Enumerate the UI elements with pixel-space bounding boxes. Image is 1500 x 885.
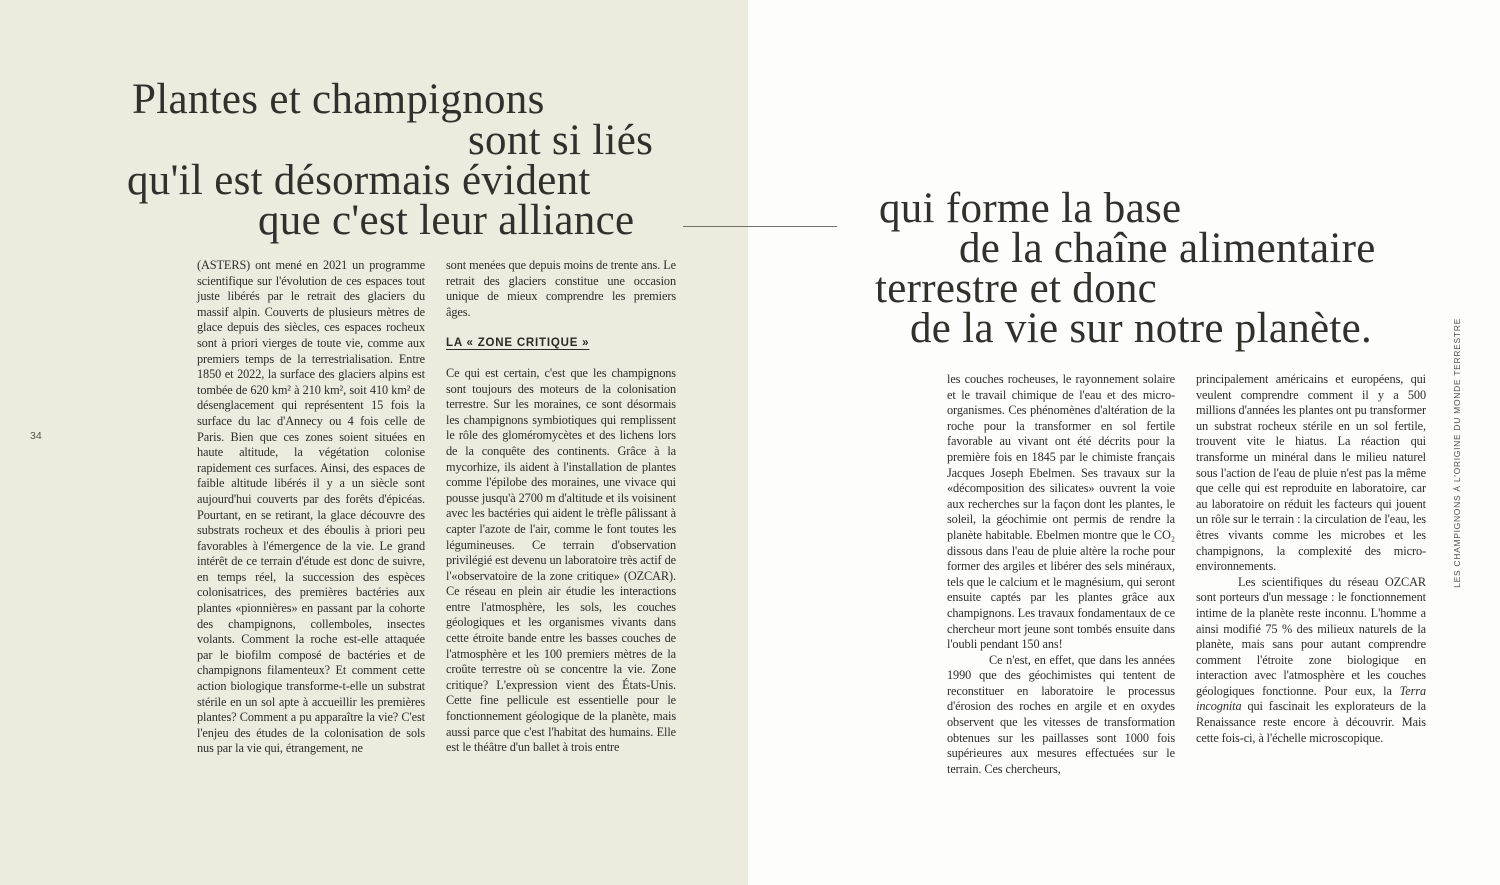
- headline-right-line-1: qui forme la base: [879, 185, 1182, 232]
- section-heading-zone-critique: LA « ZONE CRITIQUE »: [446, 337, 590, 350]
- headline-left-line-3: qu'il est désormais évident: [127, 157, 591, 204]
- headline-left-line-1: Plantes et champignons: [132, 76, 545, 123]
- body-column-right-1: [947, 372, 1175, 777]
- headline-right-line-2: de la chaîne alimentaire: [959, 225, 1376, 272]
- headline-right-line-3: terrestre et donc: [875, 265, 1158, 312]
- body-paragraph: Ce qui est certain, c'est que les champignons sont toujours des moteurs de la colonisation terrestre. Sur les moraines, ce sont désormais les champignons symbiotiques qui remplissent le rôle des gloméromycètes et des lichens lors de la conquête des continents. Grâce à la mycorhize, ils aident à l'installation de plantes comme l'épilobe des moraines, une vivace qui pousse jusqu'à 2700 m d'altitude et ils voisinent avec les bactéries qui aident le trèfle pâlissant à capter l'azote de l'air, comme le font toutes les légumineuses. Ce terrain d'observation privilégié est devenu un laboratoire très actif de l'«observatoire de la zone critique» (OZCAR). Ce réseau en plein air étudie les interactions entre l'atmosphère, les sols, les couches géologiques et les organismes vivants dans cette étroite bande entre les basses couches de l'atmosphère et les 100 premiers mètres de la croûte terrestre où se concentre la vie. Zone critique? L'expression vient des États-Unis. Cette fine pellicule est essentielle pour le fonctionnement géologique de la planète, mais aussi parce que c'est l'habitat des humains. Elle est le théâtre d'un ballet à trois entre: [446, 365, 676, 755]
- page-number: 34: [30, 430, 42, 442]
- latin-term: Terra incognita: [1196, 683, 1426, 714]
- body-paragraph: [1196, 575, 1426, 747]
- body-paragraph: les couches rocheuses, le rayonnement solaire et le travail chimique de l'eau et des micro-organismes. Ces phénomènes d'altération de la roche pour la transformer en sol fertile favorable au vivant ont été décrits pour la première fois en 1845 par le chimiste français Jacques Joseph Ebelmen. Ses travaux sur la «décomposition des silicates» ouvrent la voie aux recherches sur la façon dont les plantes, le soleil, la géochimie ont permis de rendre la planète habitable. Ebelmen montre que le CO₂ dissous dans l'eau de pluie altère la roche pour former des argiles et libérer des sels minéraux, tels que le calcium et le magnésium, qui seront ensuite captés par les plantes grâce aux champignons. Les travaux fondamentaux de ce chercheur mort jeune sont tombés ensuite dans l'oubli pendant 150 ans!: [947, 372, 1175, 652]
- headline-connector-rule: [683, 226, 837, 227]
- headline-left-line-2: sont si liés: [468, 117, 654, 164]
- headline-right-line-4: de la vie sur notre planète.: [910, 305, 1373, 352]
- body-column-right-2: [1196, 372, 1426, 746]
- body-paragraph: principalement américains et européens, qui veulent comprendre comment il y a 500 millions d'années les plantes ont pu transformer un substrat rocheux stérile en un sol fertile, trouvent vite le hiatus. La réaction qui transforme un minéral dans le milieu naturel sous l'action de l'eau de pluie n'est pas la même que celle qui est reproduite en laboratoire, car au laboratoire on réduit les facteurs qui jouent un rôle sur le terrain : la circulation de l'eau, les êtres vivants comme les microbes et les champignons, la complexité des micro-environnements.: [1196, 372, 1426, 574]
- paragraph-segment: Les scientifiques du réseau OZCAR sont porteurs d'un message : le fonctionnement intime de la planète reste inconnu. L'homme a ainsi modifié 75 % des milieux naturels de la planète, mais sans pour autant comprendre comment l'étroite zone biologique en interaction avec l'atmosphère et les couches géologiques fonctionne. Pour eux, la: [1196, 574, 1426, 698]
- vertical-running-head: LES CHAMPIGNONS À L'ORIGINE DU MONDE TERRESTRE: [1452, 318, 1462, 588]
- body-paragraph: sont menées que depuis moins de trente ans. Le retrait des glaciers constitue une occasion unique de mieux comprendre les premiers âges.: [446, 258, 676, 319]
- body-paragraph: Ce n'est, en effet, que dans les années 1990 que des géochimistes qui tentent de reconstituer en laboratoire le processus d'érosion des roches en argile et en oxydes observent que les vitesses de transformation obtenues sur les paillasses sont 1000 fois supérieures aux mesures effectuées sur le terrain. Ces chercheurs,: [947, 652, 1175, 776]
- body-column-left-2: [446, 258, 676, 756]
- headline-left-line-4: que c'est leur alliance: [258, 197, 635, 244]
- body-paragraph: (ASTERS) ont mené en 2021 un programme scientifique sur l'évolution de ces espaces tout juste libérés par le retrait des glaciers du massif alpin. Couverts de plusieurs mètres de glace depuis des siècles, ces espaces rocheux sont à priori vierges de toute vie, comme aux premiers temps de la terrestrialisation. Entre 1850 et 2022, la surface des glaciers alpins est tombée de 620 km² à 210 km², soit 410 km² de désenglacement qui représentent 15 fois la surface du lac d'Annecy ou 4 fois celle de Paris. Bien que ces zones soient situées en haute altitude, la végétation colonise rapidement ces surfaces. Ainsi, des espaces de faible altitude libérés il y a un siècle sont aujourd'hui couverts par des forêts d'épicéas. Pourtant, en se retirant, la glace découvre des substrats rocheux et des éboulis à priori peu favorables à l'émergence de la vie. Le grand intérêt de ce terrain d'étude est donc de suivre, en temps réel, la succession des espèces colonisatrices, des premières bactéries aux plantes «pionnières» en passant par la cohorte des champignons, collemboles, insectes volants. Comment la roche est-elle attaquée par le biofilm composé de bactéries et de champignons filamenteux? Et comment cette action biologique transforme-t-elle un substrat stérile en un sol apte à accueillir les premières plantes? Comment a pu apparaître la vie? C'est l'enjeu des études de la colonisation de sols nus par la vie qui, étrangement, ne: [197, 258, 425, 756]
- body-column-left-1: [197, 258, 425, 757]
- paragraph-segment: qui fascinait les explorateurs de la Renaissance reste encore à découvrir. Mais cette fois-ci, à l'échelle microscopique.: [1196, 699, 1426, 745]
